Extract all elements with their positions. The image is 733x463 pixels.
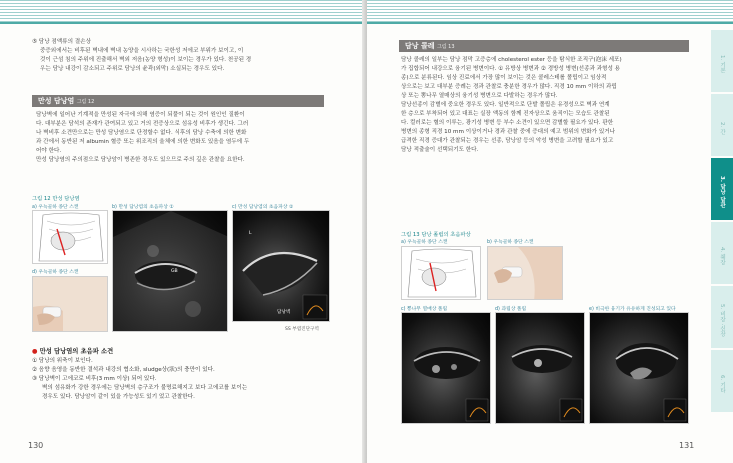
fig13a-image — [401, 246, 481, 300]
section-ref: 그림 12 — [76, 99, 95, 105]
side-tab-6[interactable]: 6. 기타 — [711, 350, 733, 412]
finding-note-1: 벽의 섬유화가 강한 경우에는 담낭벽의 층구조가 불명료해지고 보다 고에코를 보이는 — [42, 385, 248, 391]
fig13c-ultrasound — [401, 312, 491, 424]
fig12b-ultrasound — [112, 210, 228, 332]
section-bar-gb-polyp — [399, 40, 689, 52]
finding-1: ① 담낭의 위축이 보인다. — [32, 358, 93, 364]
left-page — [0, 0, 366, 463]
wall-label: 담낭벽 — [277, 310, 291, 315]
section-bar-chronic-cholecystitis — [32, 95, 324, 107]
page-number-left: 130 — [28, 441, 44, 450]
fig12a-label: a) 우늑골하 종단 스캔 — [32, 205, 79, 210]
heading-findings: ● 만성 담낭염의 초음파 소견 — [32, 348, 114, 355]
bullet-icon: ● — [32, 348, 38, 355]
right-page — [367, 0, 733, 463]
fig13d-ultrasound — [495, 312, 585, 424]
fig12-footnote: SS 부엽진단구역 — [285, 327, 319, 332]
side-tab-1[interactable]: 1. 기본 — [711, 30, 733, 92]
side-tab-2[interactable]: 2. 간 — [711, 94, 733, 156]
section-ref-right: 그림 13 — [436, 44, 455, 50]
fig12b-label: b) 만성 담낭염의 초음파상 ① — [112, 205, 174, 210]
fig12a-image — [32, 210, 108, 264]
section-title-right: 담낭 콜레 — [405, 42, 435, 50]
fig12c-label: c) 만성 담낭염의 초음파상 ② — [232, 205, 294, 210]
fig13d-label: d) 과립상 폴립 — [495, 307, 527, 312]
fig12d-photo — [32, 276, 108, 332]
fig12d-label: d) 우늑골하 종단 스캔 — [32, 270, 79, 275]
section-text: 담낭벽에 일어난 기계적을 만성된 자극에 의해 염증이 되풀이 되는 것이 원인인 질환이 다. 대부분은 담석의 존재가 관여되고 있고 거의 전증상으로 섬유성 비후가 생긴다. 그러 나 벽비후 소견만으로는 만성 담낭염으로 단정할수 없다. 식후의 담낭 수축에 의한 변화 과 간에서 동반된 저 albumin 혈증 또는 위조직의 울체에 의한 변화도 있음을 염두에 두 어야 한다. 만성 담낭염의 주의점으로 담낭암이 병존한 경우도 있으므로 주의 깊은 관찰을 요한다. — [36, 112, 250, 163]
fig13e-label: e) 비극한 융기가 유유하게 진성되고 있다 — [589, 307, 676, 312]
page-number-right: 131 — [679, 441, 695, 450]
finding-note-2: 경우도 있다. 담낭암이 같이 있을 가능성도 있기 었고 관찰한다. — [42, 394, 195, 400]
finding-2: ② 음향 음영을 동반한 결석과 내강의 협소화, sludge상(狀)의 충만이 있다. — [32, 367, 215, 373]
gb-label: GB — [171, 269, 178, 274]
header-stripes — [0, 0, 366, 24]
fig13e-ultrasound — [589, 312, 689, 424]
findings-list — [32, 357, 342, 402]
figure-13-caption: 그림 13 담낭 폴립의 초음파상 — [401, 232, 471, 238]
intro-item: ⑤ 담낭 점액류의 결손상 — [32, 39, 91, 45]
side-tab-4[interactable]: 4. 췌장 — [711, 222, 733, 284]
intro-text: 중증외에서는 비후된 벽내에 벽내 농양을 시사하는 국한성 저에코 부위가 보이고, 이 것이 근섬 침의 주위에 진출해서 벽외 저음(농양 형성)이 보이는 경우가 있다. 천공된 경 우는 담낭 내강이 감소되고 주위로 담낭의 윤곽(외막) 소실되는 경우도 있다. — [40, 48, 252, 72]
finding-3: ③ 담낭벽이 고에코로 비후(3 mm 이상) 되어 있다. — [32, 376, 157, 382]
header-stripes-right — [367, 0, 733, 24]
fig13b-photo — [487, 246, 563, 300]
polyp-text: 담낭 콜레의 일부는 담낭 점막 고증층에 cholesterol ester 등을 탐식한 조직구(泡沫 세포) 가 집합되어 내강으로 융기된 병변이다. ① 유방상 병변과 ② 경방성 병변(선종과 과형성 용 종)으로 분류된다. 임상 진료에서 가장 많이 보이는 것은 콜레스테롤 폴립이고 임상적 상으로는 보고 대부분 증례는 경과 관찰로 충분한 경우가 많다. 직경 10 mm 이하의 과립 상 또는 뽕나무 열매상의 융기성 병변으로 다발하는 경우가 많다. 담낭선종이 감별에 중요한 경우도 있다. 일반적으로 단발 폴립은 유경성으로 벽과 연계 한 층으로 부착되어 있고 대표는 실장 액동의 함께 진자상으로 움직이는 모습도 관찰된 다. 컬러로는 혈의 이루는, 광기성 병변 등 부수 소견이 있으면 감별할 필요가 있다. 판한 병변의 종형 직경 10 mm 이상이거나 경과 관찰 중에 증대의 예고 범위의 변화가 있거나 급격한 직경 증대가 관찰되는 경우는 선종, 담낭암 등의 악성 병변을 고려할 필요가 있고 담낭 적출술이 선택되기도 한다. — [401, 57, 622, 153]
figure-12-caption: 그림 12 만성 담낭염 — [32, 196, 80, 202]
side-tab-3-active[interactable]: 3. 담낭 담관 — [711, 158, 733, 220]
fig13b-label: b) 우늑골하 종단 스캔 — [487, 240, 534, 245]
side-tab-5[interactable]: 5. 비장 ·신장 — [711, 286, 733, 348]
liver-label: L — [249, 231, 252, 236]
fig13c-label: c) 뽕나무 열매상 폴립 — [401, 307, 448, 312]
section-title: 만성 담낭염 — [38, 97, 75, 105]
fig12c-ultrasound — [232, 210, 330, 322]
fig13a-label: a) 우늑골하 종단 스캔 — [401, 240, 448, 245]
chapter-side-tabs — [711, 30, 733, 414]
